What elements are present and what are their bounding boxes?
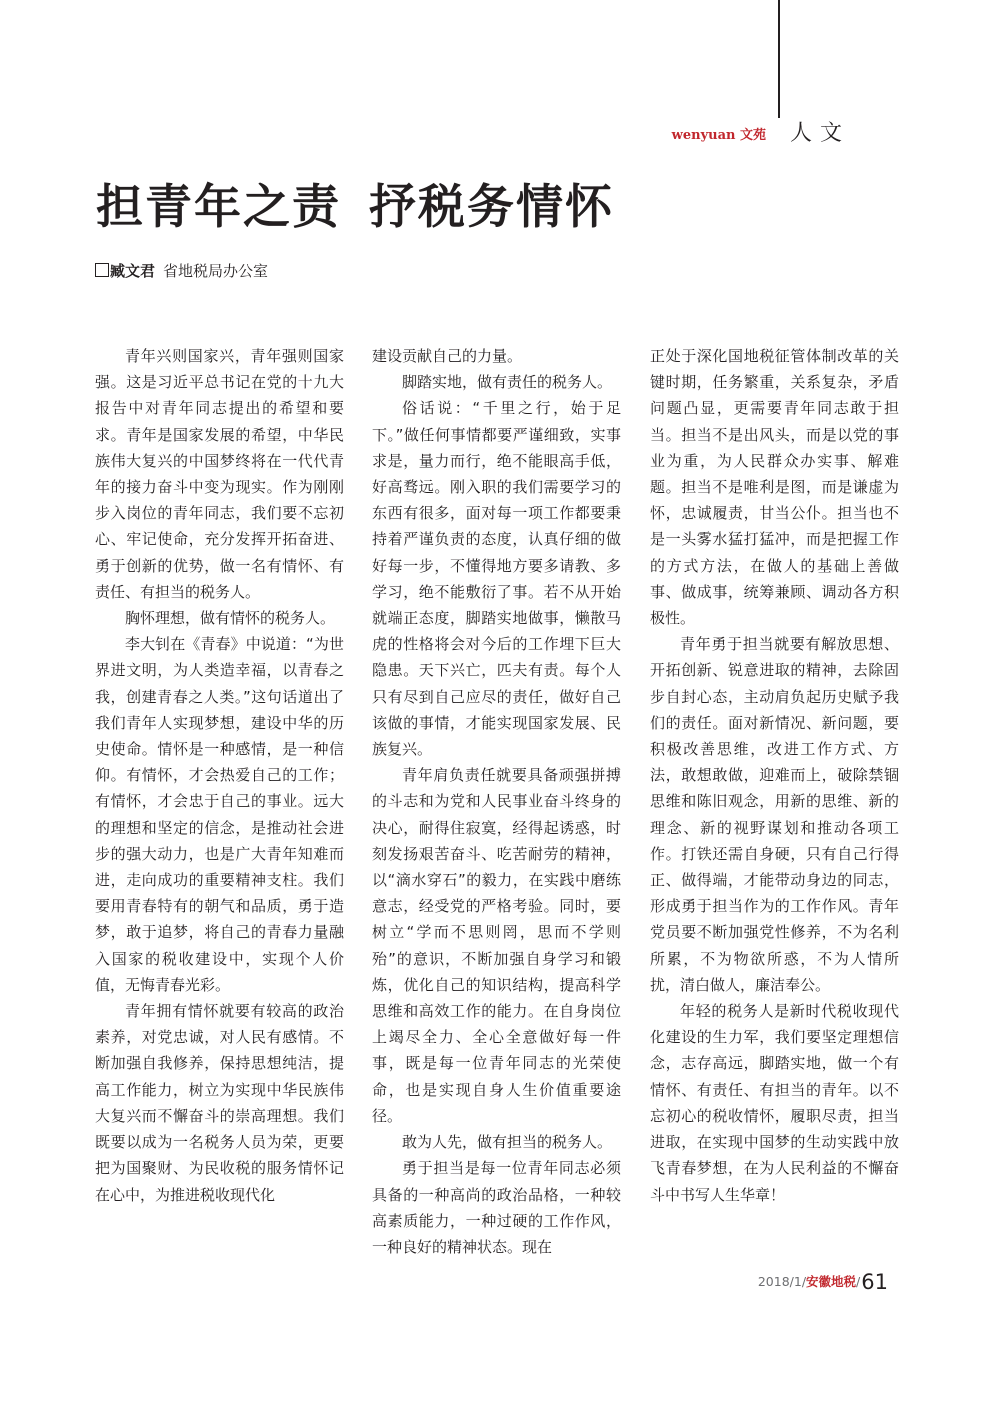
paragraph: 年轻的税务人是新时代税收现代化建设的生力军，我们要坚定理想信念，志存高远，脚踏实地，做一个有情怀、有责任、有担当的青年。以不忘初心的税收情怀，履职尽责，担当进取，在实现中国梦的生动实践中放飞青春梦想，在为人民利益的不懈奋斗中书写人生华章！ bbox=[650, 1002, 899, 1204]
text-column-1 bbox=[95, 343, 344, 1208]
paragraph: 建设贡献自己的力量。 bbox=[372, 347, 523, 365]
author-affiliation: 省地税局办公室 bbox=[163, 262, 269, 280]
header-vertical-rule bbox=[778, 0, 780, 118]
paragraph: 胸怀理想，做有情怀的税务人。 bbox=[125, 609, 336, 628]
title-part-2: 抒税务情怀 bbox=[369, 180, 614, 235]
page-number: 61 bbox=[861, 1270, 888, 1294]
paragraph: 正处于深化国地税征管体制改革的关键时期，任务繁重，关系复杂，矛盾问题凸显，更需要青年同志敢于担当。担当不是出风头，而是以党的事业为重，为人民群众办实事、解难题。担当不是唯利是图，而是谦虚为怀，忠诚履责，甘当公仆。担当也不是一头雾水猛打猛冲，而是把握工作的方式方法，在做人的基础上善做事、做成事，统筹兼顾、调动各方积极性。 bbox=[650, 347, 899, 628]
section-name: 人文 bbox=[790, 121, 851, 146]
section-label: wenyuan 文苑 bbox=[671, 128, 766, 143]
byline bbox=[95, 260, 268, 281]
article-title bbox=[96, 170, 614, 237]
magazine-name: 安徽地税 bbox=[806, 1274, 857, 1289]
text-column-2 bbox=[372, 343, 621, 1260]
paragraph: 勇于担当是每一位青年同志必须具备的一种高尚的政治品格，一种较高素质能力，一种过硬的工作作风，一种良好的精神状态。现在 bbox=[372, 1159, 621, 1256]
paragraph: 脚踏实地，做有责任的税务人。 bbox=[402, 373, 613, 392]
title-part-1: 担青年之责 bbox=[96, 180, 341, 235]
paragraph: 青年肩负责任就要具备顽强拼搏的斗志和为党和人民事业奋斗终身的决心，耐得住寂寞，经得起诱惑，时刻发扬艰苦奋斗、吃苦耐劳的精神，以“滴水穿石”的毅力，在实践中磨练意志，经受党的严格考验。同时，要树立“学而不思则罔，思而不学则殆”的意识，不断加强自身学习和锻炼，优化自己的知识结构，提高科学思维和高效工作的能力。在自身岗位上竭尽全力、全心全意做好每一件事，既是每一位青年同志的光荣使命，也是实现自身人生价值重要途径。 bbox=[372, 766, 621, 1125]
author-name: 臧文君 bbox=[110, 262, 156, 280]
paragraph: 青年兴则国家兴，青年强则国家强。这是习近平总书记在党的十九大报告中对青年同志提出的希望和要求。青年是国家发展的希望，中华民族伟大复兴的中国梦终将在一代代青年的接力奋斗中变为现实。作为刚刚步入岗位的青年同志，我们要不忘初心、牢记使命，充分发挥开拓奋进、勇于创新的优势，做一名有情怀、有责任、有担当的税务人。 bbox=[95, 347, 344, 601]
paragraph: 敢为人先，做有担当的税务人。 bbox=[402, 1133, 613, 1152]
issue-date: 2018/1/ bbox=[757, 1274, 807, 1289]
text-column-3 bbox=[650, 343, 899, 1208]
paragraph: 青年勇于担当就要有解放思想、开拓创新、锐意进取的精神，去除固步自封心态，主动肩负起历史赋予我们的责任。面对新情况、新问题，要积极改善思维，改进工作方式、方法，敢想敢做，迎难而上，破除禁锢思维和陈旧观念，用新的思维、新的理念、新的视野谋划和推动各项工作。打铁还需自身硬，只有自己行得正、做得端，才能带动身边的同志，形成勇于担当作为的工作作风。青年党员要不断加强党性修养，不为名利所累，不为物欲所惑，不为人情所扰，清白做人，廉洁奉公。 bbox=[650, 635, 899, 994]
square-bullet-icon bbox=[95, 263, 109, 277]
paragraph: 青年拥有情怀就要有较高的政治素养，对党忠诚，对人民有感情。不断加强自我修养，保持思想纯洁，提高工作能力，树立为实现中华民族伟大复兴而不懈奋斗的崇高理想。我们既要以成为一名税务人员为荣，更要把为国聚财、为民收税的服务情怀记在心中，为推进税收现代化 bbox=[95, 1002, 344, 1204]
page-footer bbox=[758, 1270, 888, 1294]
folio-slash: / bbox=[856, 1274, 861, 1289]
paragraph: 李大钊在《青春》中说道：“为世界进文明，为人类造幸福，以青春之我，创建青春之人类。”这句话道出了我们青年人实现梦想，建设中华的历史使命。情怀是一种感情，是一种信仰。有情怀，才会热爱自己的工作；有情怀，才会忠于自己的事业。远大的理想和坚定的信念，是推动社会进步的强大动力，也是广大青年知难而进，走向成功的重要精神支柱。我们要用青春特有的朝气和品质，勇于造梦，敢于追梦，将自己的青春力量融入国家的税收建设中，实现个人价值，无悔青春光彩。 bbox=[95, 635, 344, 994]
paragraph: 俗话说：“千里之行，始于足下。”做任何事情都要严谨细致，实事求是，量力而行，绝不能眼高手低，好高骛远。刚入职的我们需要学习的东西有很多，面对每一项工作都要秉持着严谨负责的态度，认真仔细的做好每一步，不懂得地方要多请教、多学习，绝不能敷衍了事。若不从开始就端正态度，脚踏实地做事，懒散马虎的性格将会对今后的工作埋下巨大隐患。天下兴亡，匹夫有责。每个人只有尽到自己应尽的责任，做好自己该做的事情，才能实现国家发展、民族复兴。 bbox=[372, 399, 621, 759]
